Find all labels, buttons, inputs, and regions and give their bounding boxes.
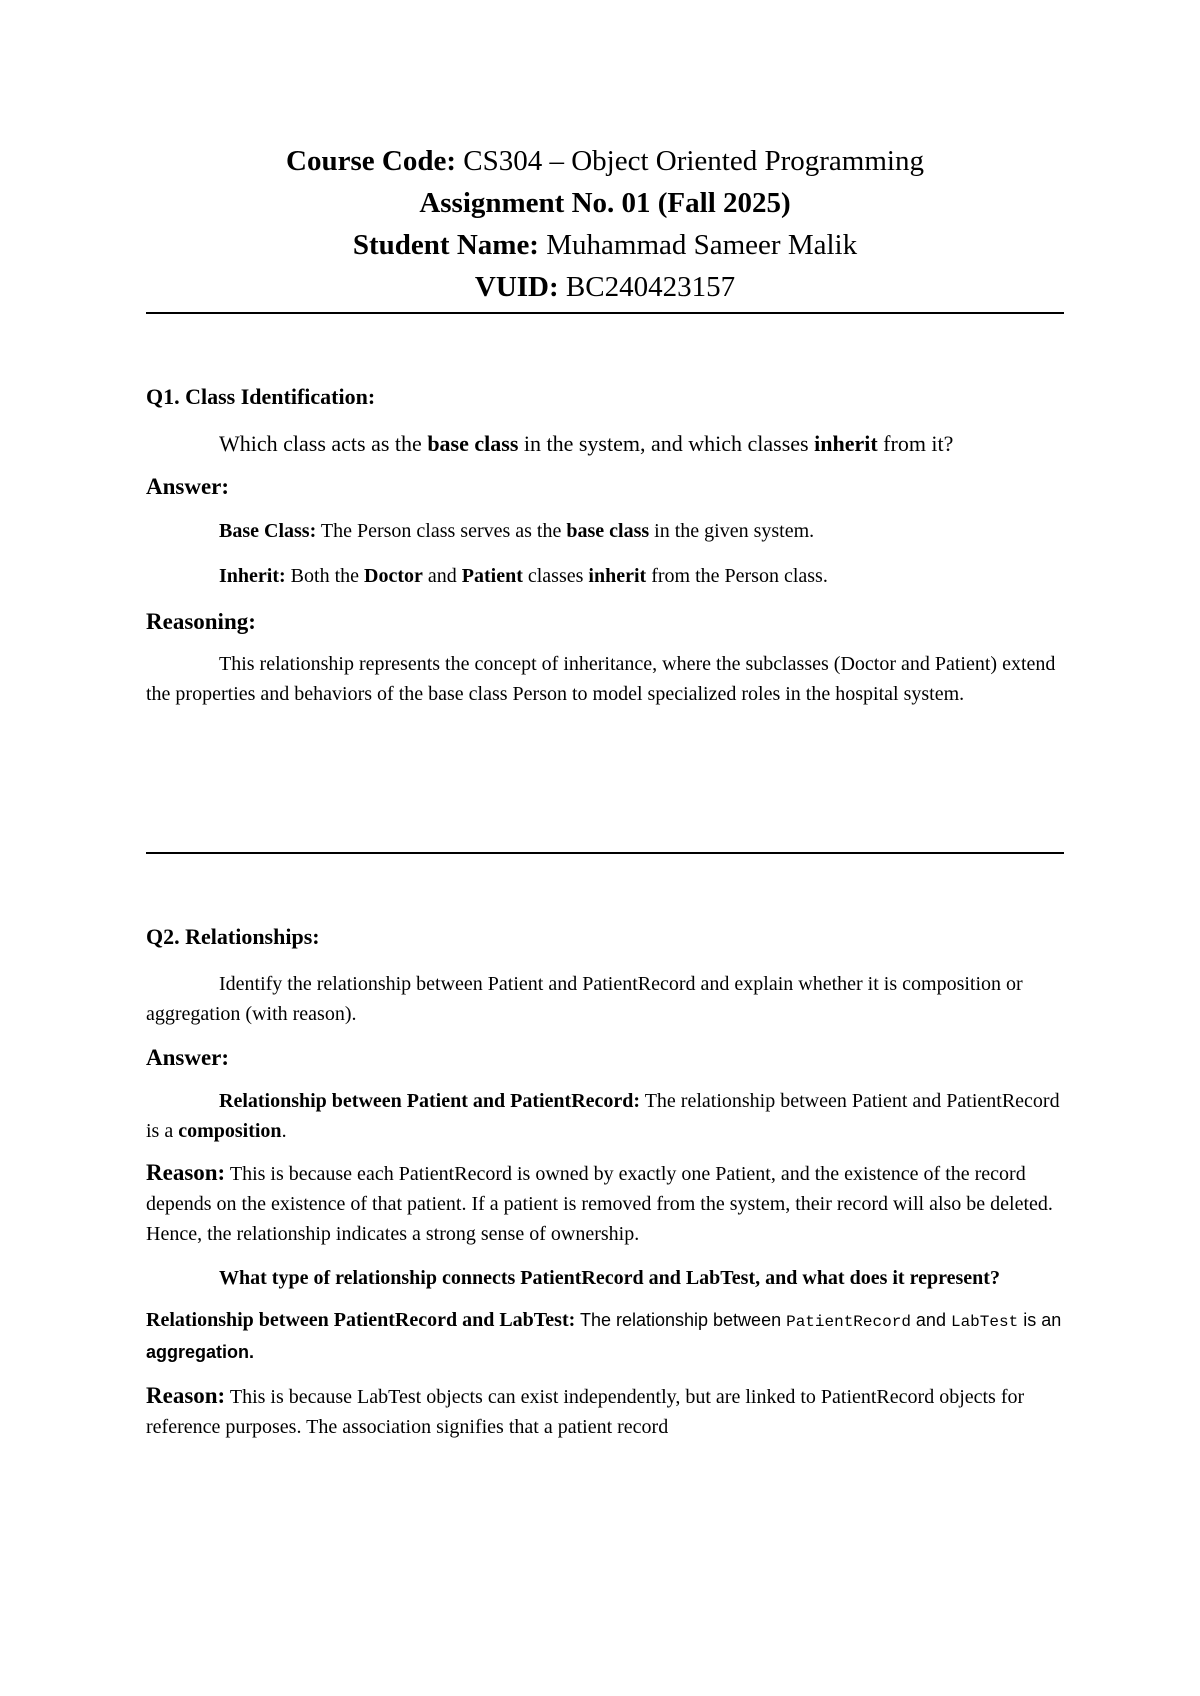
q1-answer-label: Answer: — [146, 474, 230, 499]
q2-reason-2: Reason: This is because LabTest objects can exist independently, but are linked to PatientRecord objects for reference purposes. The association signifies that a patient record — [146, 1383, 1025, 1438]
q1-section — [146, 382, 1064, 709]
q1-reasoning-text: This relationship represents the concept of inheritance, where the subclasses (Doctor and Patient) extend the properties and behaviors of the base class Person to model specialized roles in the hospital system. — [146, 653, 1056, 705]
section-divider — [146, 852, 1064, 854]
q1-question: Which class acts as the base class in the system, and which classes inherit from it? — [219, 431, 954, 456]
vuid-line: VUID: BC240423157 — [474, 271, 736, 303]
q2-relationship-2: Relationship between PatientRecord and LabTest: The relationship between PatientRecord and LabTest is an aggregation. — [146, 1309, 1062, 1362]
q1-title: Q1. Class Identification: — [146, 384, 376, 409]
student-line: Student Name: Muhammad Sameer Malik — [352, 229, 858, 261]
q1-base-class: Base Class: The Person class serves as the base class in the given system. — [219, 520, 815, 542]
q1-reasoning-label: Reasoning: — [146, 609, 256, 634]
course-line: Course Code: CS304 – Object Oriented Programming — [286, 145, 924, 177]
q2-section — [146, 922, 1064, 1442]
q2-answer-label: Answer: — [146, 1045, 230, 1070]
q2-title: Q2. Relationships: — [146, 924, 320, 949]
q2-reason-1: Reason: This is because each PatientRecord is owned by exactly one Patient, and the existence of the record depends on the existence of that patient. If a patient is removed from the system, their record will also be deleted. Hence, the relationship indicates a strong sense of ownership. — [146, 1160, 1053, 1245]
q2-relationship-1: Relationship between Patient and PatientRecord: The relationship between Patient and PatientRecord is a composition. — [146, 1090, 1060, 1142]
header-divider — [146, 312, 1064, 314]
q2-question: Identify the relationship between Patient and PatientRecord and explain whether it is composition or aggregation (with reason). — [146, 973, 1023, 1025]
q2-question-2: What type of relationship connects PatientRecord and LabTest, and what does it represent? — [219, 1267, 1000, 1289]
document-header — [146, 140, 1064, 308]
document-content — [146, 140, 1064, 1438]
assignment-line: Assignment No. 01 (Fall 2025) — [419, 187, 791, 219]
q1-inherit: Inherit: Both the Doctor and Patient classes inherit from the Person class. — [219, 565, 828, 587]
